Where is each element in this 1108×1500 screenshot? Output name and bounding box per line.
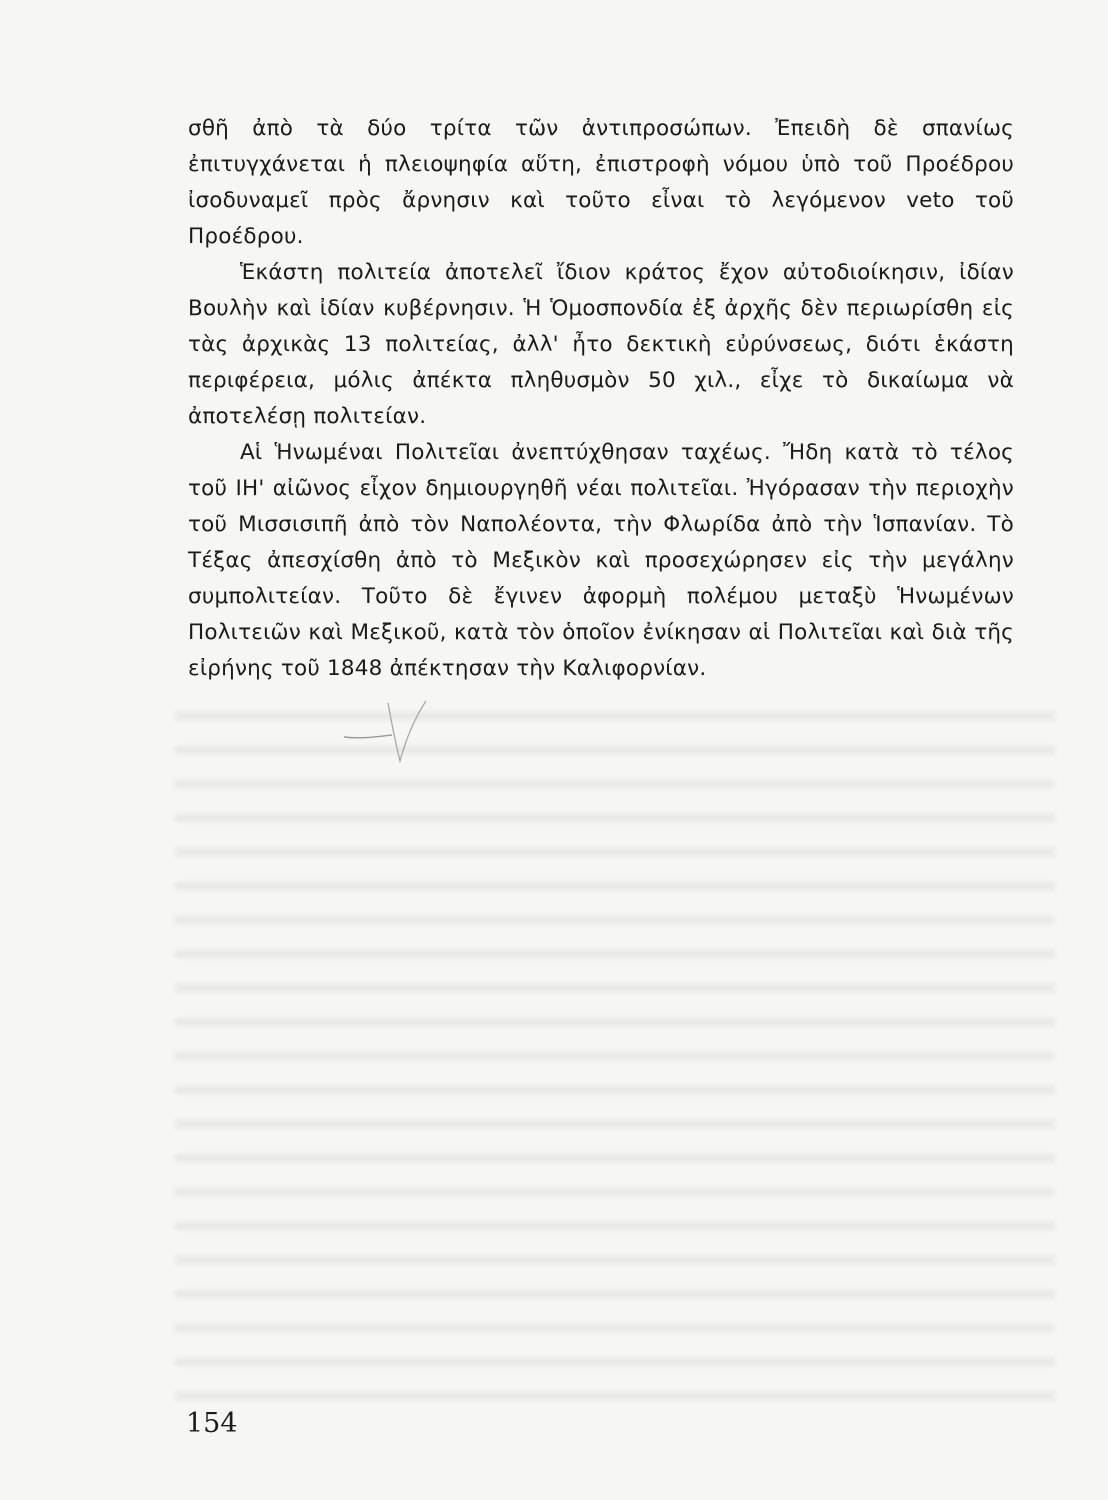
paragraph-1: σθῆ ἀπὸ τὰ δύο τρίτα τῶν ἀντιπροσώπων. Ἐπειδὴ δὲ σπανίως ἐπιτυγχάνεται ἡ πλειοψηφία αὕτη, ἐπιστροφὴ νόμου ὑπὸ τοῦ Προέδρου ἰσοδυναμεῖ πρὸς ἄρνησιν καὶ τοῦτο εἶναι τὸ λεγόμενον veto τοῦ Προέδρου. xyxy=(188,116,1014,249)
show-through-text xyxy=(175,700,1055,1420)
body-text xyxy=(188,111,1014,687)
paragraph-3: Αἱ Ἡνωμέναι Πολιτεῖαι ἀνεπτύχθησαν ταχέως. Ἤδη κατὰ τὸ τέλος τοῦ ΙΗ' αἰῶνος εἶχον δημιουργηθῆ νέαι πολιτεῖαι. Ἠγόρασαν τὴν περιοχὴν τοῦ Μισσισιπῆ ἀπὸ τὸν Ναπολέοντα, τὴν Φλωρίδα ἀπὸ τὴν Ἱσπανίαν. Τὸ Τέξας ἀπεσχίσθη ἀπὸ τὸ Μεξικὸν καὶ προσεχώρησεν εἰς τὴν μεγάλην συμπολιτείαν. Τοῦτο δὲ ἔγινεν ἀφορμὴ πολέμου μεταξὺ Ἡνωμένων Πολιτειῶν καὶ Μεξικοῦ, κατὰ τὸν ὁποῖον ἐνίκησαν αἱ Πολιτεῖαι καὶ διὰ τῆς εἰρήνης τοῦ 1848 ἀπέκτησαν τὴν Καλιφορνίαν. xyxy=(188,440,1014,681)
pencil-mark-icon xyxy=(340,695,430,765)
paragraph-2: Ἑκάστη πολιτεία ἀποτελεῖ ἴδιον κράτος ἔχον αὐτοδιοίκησιν, ἰδίαν Βουλὴν καὶ ἰδίαν κυβέρνησιν. Ἡ Ὁμοσπονδία ἐξ ἀρχῆς δὲν περιωρίσθη εἰς τὰς ἀρχικὰς 13 πολιτείας, ἀλλ' ἦτο δεκτικὴ εὐρύνσεως, διότι ἑκάστη περιφέρεια, μόλις ἀπέκτα πληθυσμὸν 50 χιλ., εἶχε τὸ δικαίωμα νὰ ἀποτελέσῃ πολιτείαν. xyxy=(188,260,1014,429)
page-number: 154 xyxy=(186,1408,238,1439)
